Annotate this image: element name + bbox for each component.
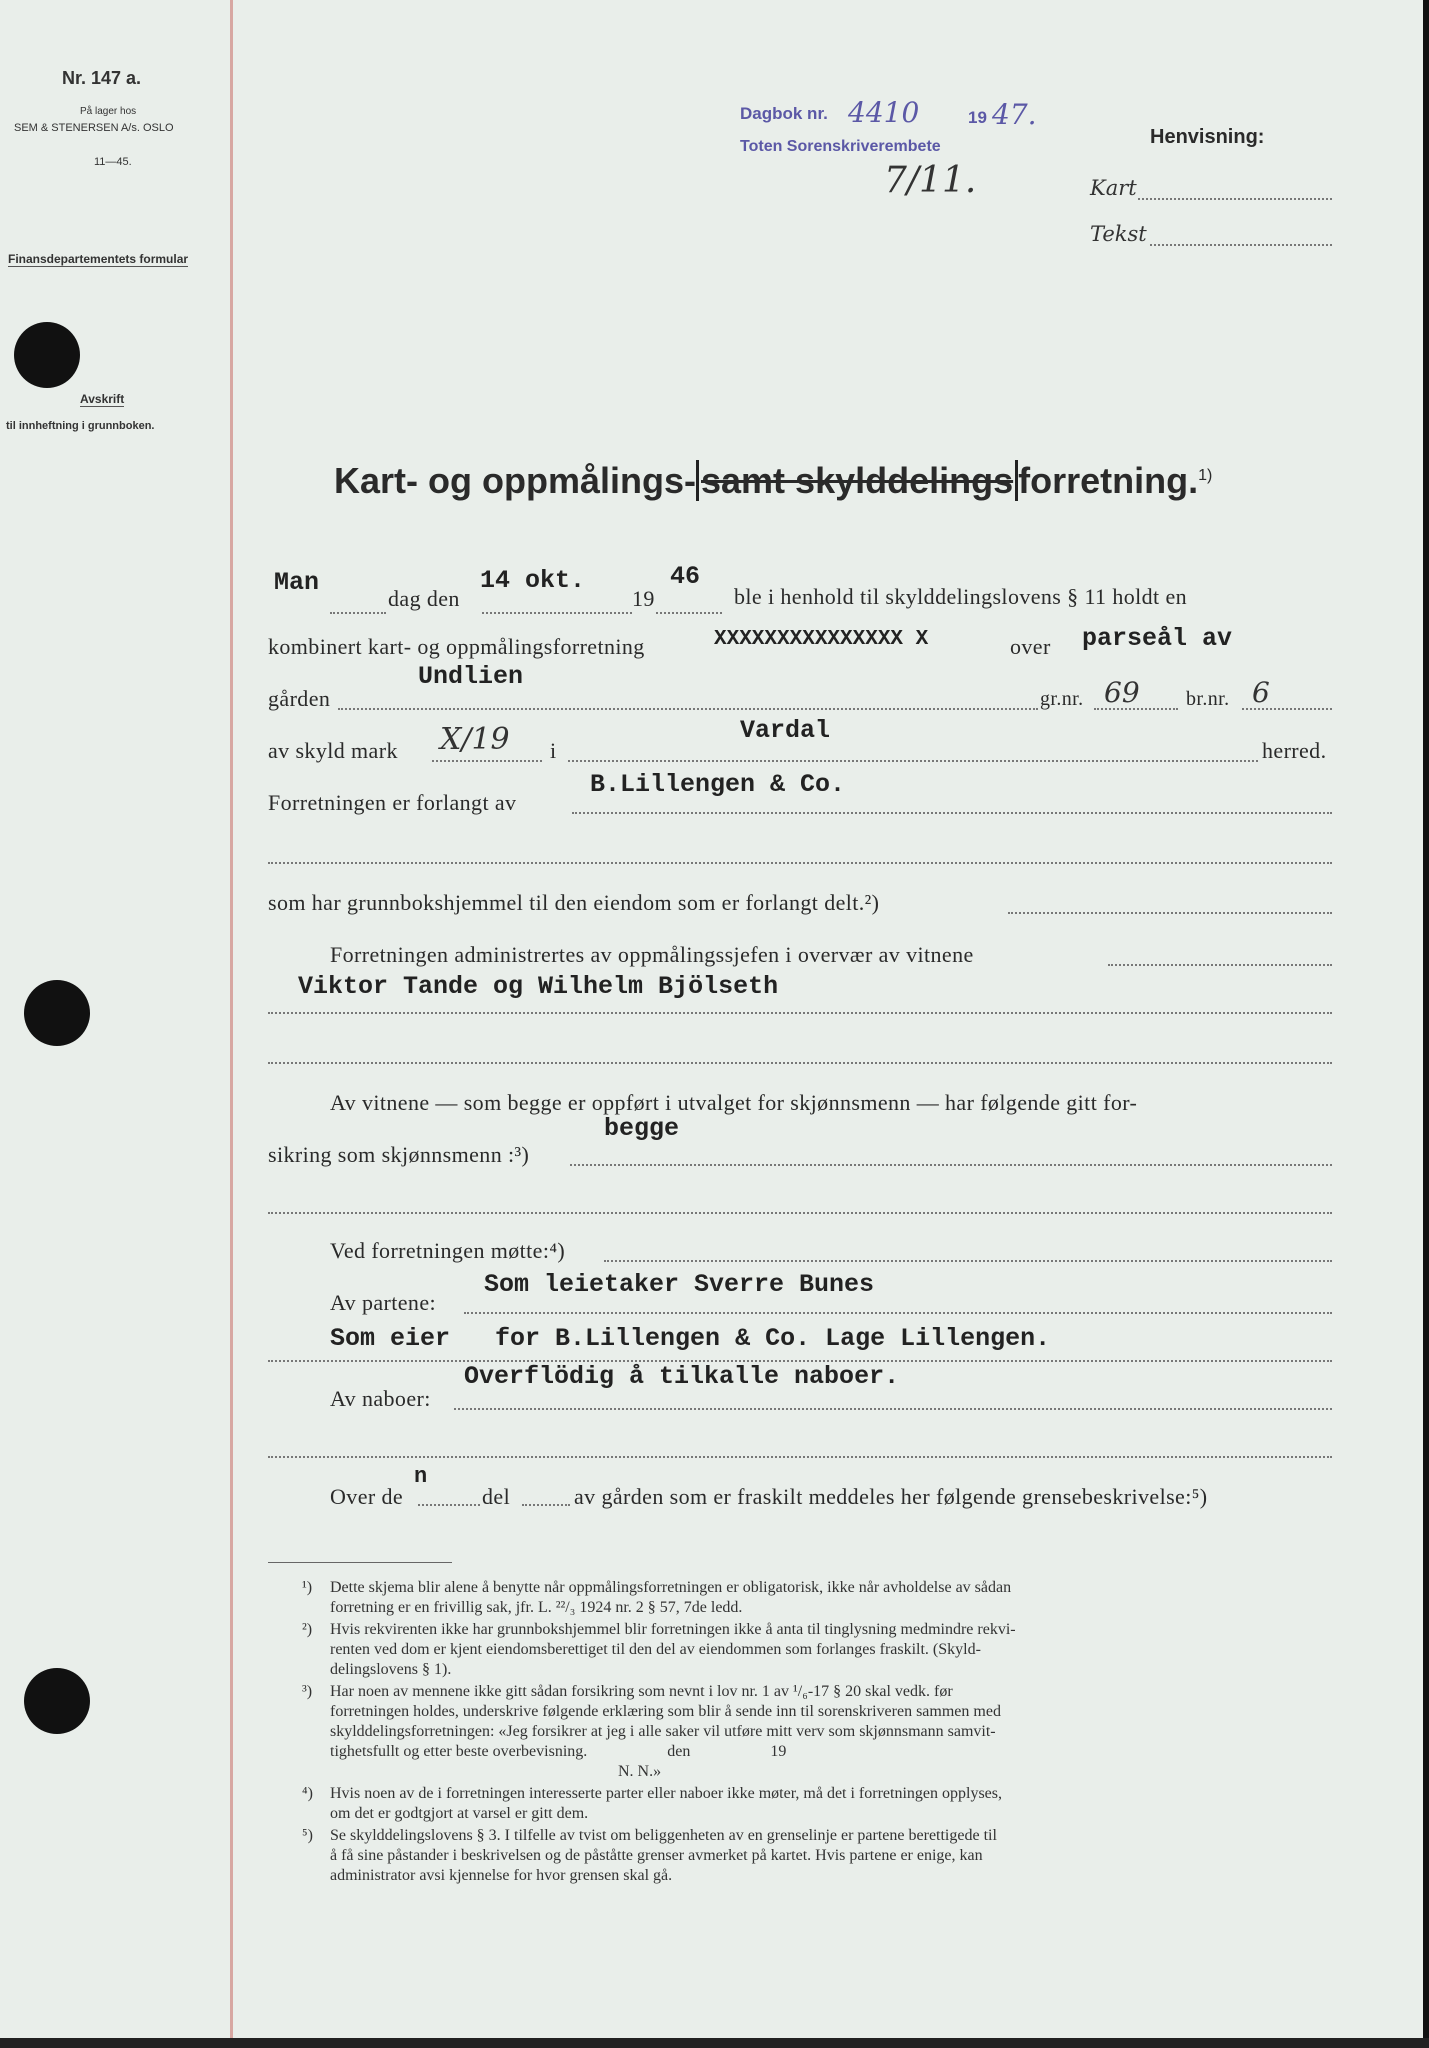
herred-line bbox=[568, 760, 1258, 762]
grunnbok-line bbox=[1008, 912, 1332, 914]
supplier-line: På lager hos bbox=[80, 106, 137, 117]
brnr-label: br.nr. bbox=[1186, 688, 1230, 710]
footnote-mark: ²) bbox=[302, 1621, 313, 1638]
diary-number: 4410 bbox=[848, 96, 920, 129]
scan-edge-bottom bbox=[0, 2038, 1429, 2048]
farm-label: gården bbox=[268, 686, 331, 711]
text-line bbox=[1150, 244, 1332, 246]
over-de-suffix: n bbox=[414, 1464, 428, 1489]
map-line bbox=[1138, 198, 1332, 200]
farm-line bbox=[338, 708, 1038, 710]
witness-line2: sikring som skjønnsmenn :³) bbox=[268, 1142, 530, 1167]
over-label: over bbox=[1010, 634, 1051, 659]
footnote bbox=[302, 1784, 1340, 1824]
scan-edge bbox=[1423, 0, 1429, 2048]
court-office: Toten Sorenskriverembete bbox=[740, 138, 941, 155]
dag-den-label: dag den bbox=[388, 586, 460, 611]
footnote bbox=[302, 1620, 1340, 1680]
year-prefix: 19 bbox=[632, 586, 655, 611]
footnote-line: Se skylddelingslovens § 3. I tilfelle av tvist om beliggenheten av en grenselinje er partene berettigede til bbox=[330, 1827, 997, 1844]
admin-text: Forretningen administrertes av oppmålingssjefen i overvær av vitnene bbox=[330, 942, 974, 967]
grunnbok-text: som har grunnbokshjemmel til den eiendom som er forlangt delt.²) bbox=[268, 890, 880, 915]
skyld-value: X/19 bbox=[440, 722, 510, 757]
document-title bbox=[334, 460, 1212, 502]
footnote bbox=[302, 1682, 1340, 1782]
footnote-line: delingslovens § 1). bbox=[330, 1661, 452, 1678]
form-number: Nr. 147 a. bbox=[62, 68, 142, 88]
diary-year: 47. bbox=[992, 98, 1037, 131]
footnotes bbox=[302, 1578, 1340, 1888]
parcel-value: parseål av bbox=[1082, 624, 1233, 653]
struck-xs: XXXXXXXXXXXXXXX X bbox=[714, 628, 929, 651]
parties-label: Av partene: bbox=[330, 1290, 436, 1315]
copy-label: Avskrift bbox=[80, 392, 125, 406]
herred-value: Vardal bbox=[740, 716, 831, 745]
parties-value-2: Som eier for B.Lillengen & Co. Lage Lillengen. bbox=[330, 1324, 1051, 1353]
punch-hole bbox=[24, 980, 90, 1046]
blank-line-4 bbox=[268, 1456, 1332, 1458]
title-footnote-mark: 1) bbox=[1198, 467, 1213, 484]
blank-line-3 bbox=[268, 1212, 1332, 1214]
date-line bbox=[482, 612, 632, 614]
requested-value: B.Lillengen & Co. bbox=[590, 770, 846, 799]
witness-line1: Av vitnene — som begge er oppført i utvalget for skjønnsmenn — har følgende gitt for- bbox=[330, 1090, 1138, 1115]
brnr-line bbox=[1242, 708, 1332, 710]
stamp-date: 7/11. bbox=[884, 160, 977, 201]
footnote-line: å få sine påstander i beskrivelsen og de påståtte grenser avmerket på kartet. Hvis partene er enige, kan bbox=[330, 1847, 983, 1864]
line1-text: ble i henhold til skylddelingslovens § 11 holdt en bbox=[734, 584, 1188, 609]
herred-label: herred. bbox=[1262, 738, 1327, 763]
del-label: del bbox=[482, 1484, 511, 1509]
footnote-mark: ⁴) bbox=[302, 1785, 313, 1802]
farm-value: Undlien bbox=[418, 662, 524, 691]
grnr-line bbox=[1094, 708, 1178, 710]
witnesses-value: Viktor Tande og Wilhelm Bjölseth bbox=[298, 972, 779, 1001]
date-value: 14 okt. bbox=[480, 566, 586, 595]
year-value: 46 bbox=[670, 562, 701, 591]
neighbours-value: Overflödig å tilkalle naboer. bbox=[464, 1362, 900, 1391]
i-label: i bbox=[550, 738, 557, 763]
combined-text: kombinert kart- og oppmålingsforretning bbox=[268, 634, 645, 659]
requested-line bbox=[572, 812, 1332, 814]
text-label: Tekst bbox=[1090, 222, 1147, 246]
footnote bbox=[302, 1578, 1340, 1618]
witness-value: begge bbox=[604, 1114, 680, 1143]
blank-line bbox=[268, 862, 1332, 864]
witnesses-line bbox=[268, 1012, 1332, 1014]
footnote-line: tighetsfullt og etter beste overbevisning. den 19 bbox=[330, 1743, 787, 1760]
ministry-form-label: Finansdepartementets formular bbox=[8, 252, 189, 266]
admin-line bbox=[1108, 964, 1332, 966]
neighbours-line bbox=[454, 1408, 1332, 1410]
footnote-mark: ¹) bbox=[302, 1579, 313, 1596]
neighbours-label: Av naboer: bbox=[330, 1386, 431, 1411]
footnote-line: Hvis rekvirenten ikke har grunnbokshjemmel blir forretningen ikke å anta til tinglysning medmindre rekvi- bbox=[330, 1621, 1016, 1638]
footnote-mark: ³) bbox=[302, 1683, 313, 1700]
diary-label: Dagbok nr. bbox=[740, 104, 828, 123]
boundary-text: av gården som er fraskilt meddeles her følgende grensebeskrivelse:⁵) bbox=[574, 1484, 1208, 1509]
title-struck: samt skylddelings bbox=[696, 460, 1018, 501]
map-label: Kart bbox=[1090, 176, 1137, 200]
print-date: 11—45. bbox=[94, 156, 132, 168]
over-de-label: Over de bbox=[330, 1484, 404, 1509]
skyld-line bbox=[432, 760, 542, 762]
copy-purpose: til innheftning i grunnboken. bbox=[6, 420, 155, 432]
supplier-name: SEM & STENERSEN A/s. OSLO bbox=[14, 122, 174, 134]
punch-hole bbox=[24, 1668, 90, 1734]
grnr-value: 69 bbox=[1104, 676, 1140, 709]
footnote bbox=[302, 1826, 1340, 1886]
parties-line bbox=[464, 1312, 1332, 1314]
requested-label: Forretningen er forlangt av bbox=[268, 790, 517, 815]
over-de-line bbox=[418, 1504, 480, 1506]
parties-value-1: Som leietaker Sverre Bunes bbox=[484, 1270, 875, 1299]
diary-year-prefix: 19 bbox=[968, 108, 987, 127]
attended-line bbox=[604, 1260, 1332, 1262]
skyld-label: av skyld mark bbox=[268, 738, 398, 763]
footnote-line: om det er godtgjort at varsel er gitt dem. bbox=[330, 1805, 589, 1822]
grnr-label: gr.nr. bbox=[1040, 688, 1084, 710]
brnr-value: 6 bbox=[1252, 676, 1270, 709]
blank-line-2 bbox=[268, 1062, 1332, 1064]
footnote-line: administrator avsi kjennelse for hvor grensen skal gå. bbox=[330, 1867, 673, 1884]
witness-line bbox=[570, 1164, 1332, 1166]
footnote-line: Har noen av mennene ikke gitt sådan forsikring som nevnt i lov nr. 1 av ¹/₆-17 § 20 skal vedk. før bbox=[330, 1683, 953, 1700]
footnote-line: forretning er en frivillig sak, jfr. L. ²²/₃ 1924 nr. 2 § 57, 7de ledd. bbox=[330, 1599, 743, 1616]
title-part2: forretning. bbox=[1018, 460, 1199, 501]
del-line bbox=[522, 1504, 570, 1506]
punch-hole bbox=[14, 322, 80, 388]
footnote-line: N. N.» bbox=[330, 1763, 662, 1780]
footnote-rule bbox=[268, 1562, 452, 1563]
footnote-line: Dette skjema blir alene å benytte når oppmålingsforretningen er obligatorisk, ikke når avholdelse av sådan bbox=[330, 1579, 1012, 1596]
weekday-line bbox=[330, 612, 386, 614]
reference-heading: Henvisning: bbox=[1150, 126, 1265, 148]
footnote-line: renten ved dom er kjent eiendomsberettiget til den del av eiendommen som forlanges fraskilt. (Skyld- bbox=[330, 1641, 981, 1658]
footnote-line: forretningen holdes, underskrive følgende erklæring som blir å sende inn til sorenskriveren sammen med bbox=[330, 1703, 1001, 1720]
title-part1: Kart- og oppmålings- bbox=[334, 460, 696, 501]
attended-label: Ved forretningen møtte:⁴) bbox=[330, 1238, 566, 1263]
margin-rule bbox=[230, 0, 233, 2048]
footnote-line: skylddelingsforretningen: «Jeg forsikrer at jeg i alle saker vil utføre mitt verv som skjønnsmann samvit- bbox=[330, 1723, 996, 1740]
footnote-mark: ⁵) bbox=[302, 1827, 313, 1844]
footnote-line: Hvis noen av de i forretningen interesserte parter eller naboer ikke møter, må det i forretningen opplyses, bbox=[330, 1785, 1003, 1802]
year-line bbox=[656, 612, 722, 614]
weekday-value: Man bbox=[274, 568, 320, 597]
